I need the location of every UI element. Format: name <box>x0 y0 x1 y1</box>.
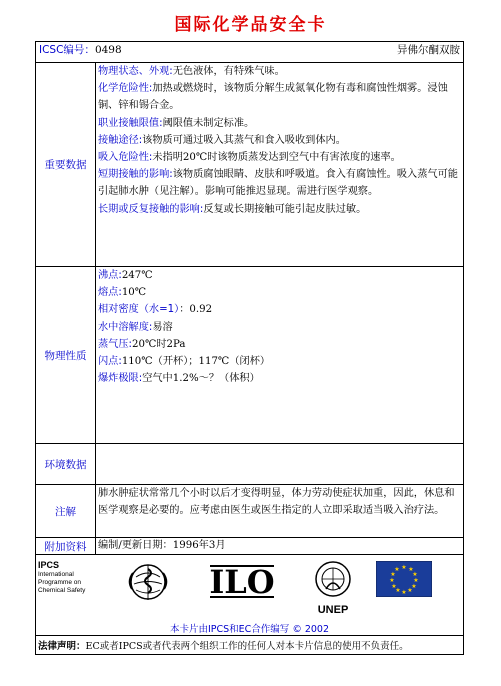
svg-text:ILO: ILO <box>209 563 275 599</box>
svg-text:★: ★ <box>412 571 418 578</box>
environment-label: 环境数据 <box>36 444 96 485</box>
physical-item: 蒸气压:20℃时2Pa <box>98 338 186 350</box>
physical-item: 熔点:10℃ <box>98 287 147 299</box>
important-item: 短期接触的影响:该物质腐蚀眼睛、皮肤和呼吸道。食入有腐蚀性。吸入蒸气可能引起肺水肿（见注解）。影响可能推迟显现。需进行医学观察。 <box>98 169 458 198</box>
important-item: 物理状态、外观:无色液体，有特殊气味。 <box>98 66 285 77</box>
physical-properties-label: 物理性质 <box>36 267 96 444</box>
additional-label: 附加资料 <box>36 538 96 555</box>
notes-label: 注解 <box>36 485 96 538</box>
important-item: 长期或反复接触的影响:反复或长期接触可能引起皮肤过敏。 <box>98 203 367 215</box>
svg-text:★: ★ <box>394 566 400 573</box>
eu-flag-icon <box>376 561 432 597</box>
additional-content: 编制/更新日期：1996年3月 <box>96 538 464 555</box>
legal-text: EC或者IPCS或者代表两个组织工作的任何人对本卡片信息的使用不负责任。 <box>85 641 409 652</box>
svg-text:★: ★ <box>401 589 407 596</box>
svg-text:★: ★ <box>389 577 395 584</box>
icsc-label: ICSC编号： <box>39 44 95 56</box>
icsc-number: 0498 <box>94 44 122 56</box>
important-data-row <box>36 63 464 267</box>
who-emblem-icon <box>124 559 172 605</box>
svg-text:★: ★ <box>408 566 414 573</box>
ilo-logo-icon <box>206 563 278 599</box>
svg-text:★: ★ <box>407 587 413 594</box>
important-data-label: 重要数据 <box>36 63 96 267</box>
safety-card-table <box>35 41 464 655</box>
icsc-row <box>36 42 464 63</box>
legal-row <box>36 636 464 655</box>
important-data-content <box>96 63 464 267</box>
notes-row <box>36 485 464 538</box>
svg-text:★: ★ <box>413 577 419 584</box>
svg-text:★: ★ <box>395 587 401 594</box>
logos-row <box>36 555 464 636</box>
svg-text:★: ★ <box>411 583 417 590</box>
important-item: 职业接触限值:阈限值未制定标准。 <box>98 117 255 129</box>
svg-text:★: ★ <box>391 583 397 590</box>
important-item: 吸入危险性:未指明20℃时该物质蒸发达到空气中有害浓度的速率。 <box>98 152 401 164</box>
important-item: 接触途径:该物质可通过吸入其蒸气和食入吸收到体内。 <box>98 134 346 146</box>
ipcs-logo: IPCS International Programme on Chemical Safety <box>38 560 86 594</box>
cooperation-note: 本卡片由IPCS和EC合作编写 © 2002 <box>169 624 330 635</box>
environment-content <box>96 444 464 485</box>
physical-item: 相对密度（水=1）：0.92 <box>98 304 213 316</box>
environment-row <box>36 444 464 485</box>
important-item: 化学危险性:加热或燃烧时，该物质分解生成氮氧化物有毒和腐蚀性烟雾。浸蚀铜、锌和锡合金。 <box>98 83 448 112</box>
svg-text:UNEP: UNEP <box>317 604 349 616</box>
physical-properties-row <box>36 267 464 444</box>
logos-strip <box>36 555 463 621</box>
svg-text:★: ★ <box>390 571 396 578</box>
unep-logo-icon <box>306 559 360 617</box>
physical-item: 水中溶解度:易溶 <box>98 321 173 333</box>
physical-item: 爆炸极限:空气中1.2%～？（体积） <box>98 373 260 385</box>
notes-content: 肺水肿症状常常几个小时以后才变得明显，体力劳动使症状加重，因此，休息和医学观察是必要的。应考虑由医生或医生指定的人立即采取适当吸入治疗法。 <box>96 485 464 538</box>
svg-text:★: ★ <box>401 564 407 571</box>
physical-item: 闪点:110℃（开杯）；117℃（闭杯） <box>98 356 271 368</box>
legal-label: 法律声明： <box>38 641 86 652</box>
physical-properties-content <box>96 267 464 444</box>
card-title: 国际化学品安全卡 <box>174 15 327 35</box>
physical-item: 沸点:247℃ <box>98 270 153 281</box>
chemical-name: 异佛尔酮双胺 <box>397 44 460 56</box>
additional-row <box>36 538 464 555</box>
